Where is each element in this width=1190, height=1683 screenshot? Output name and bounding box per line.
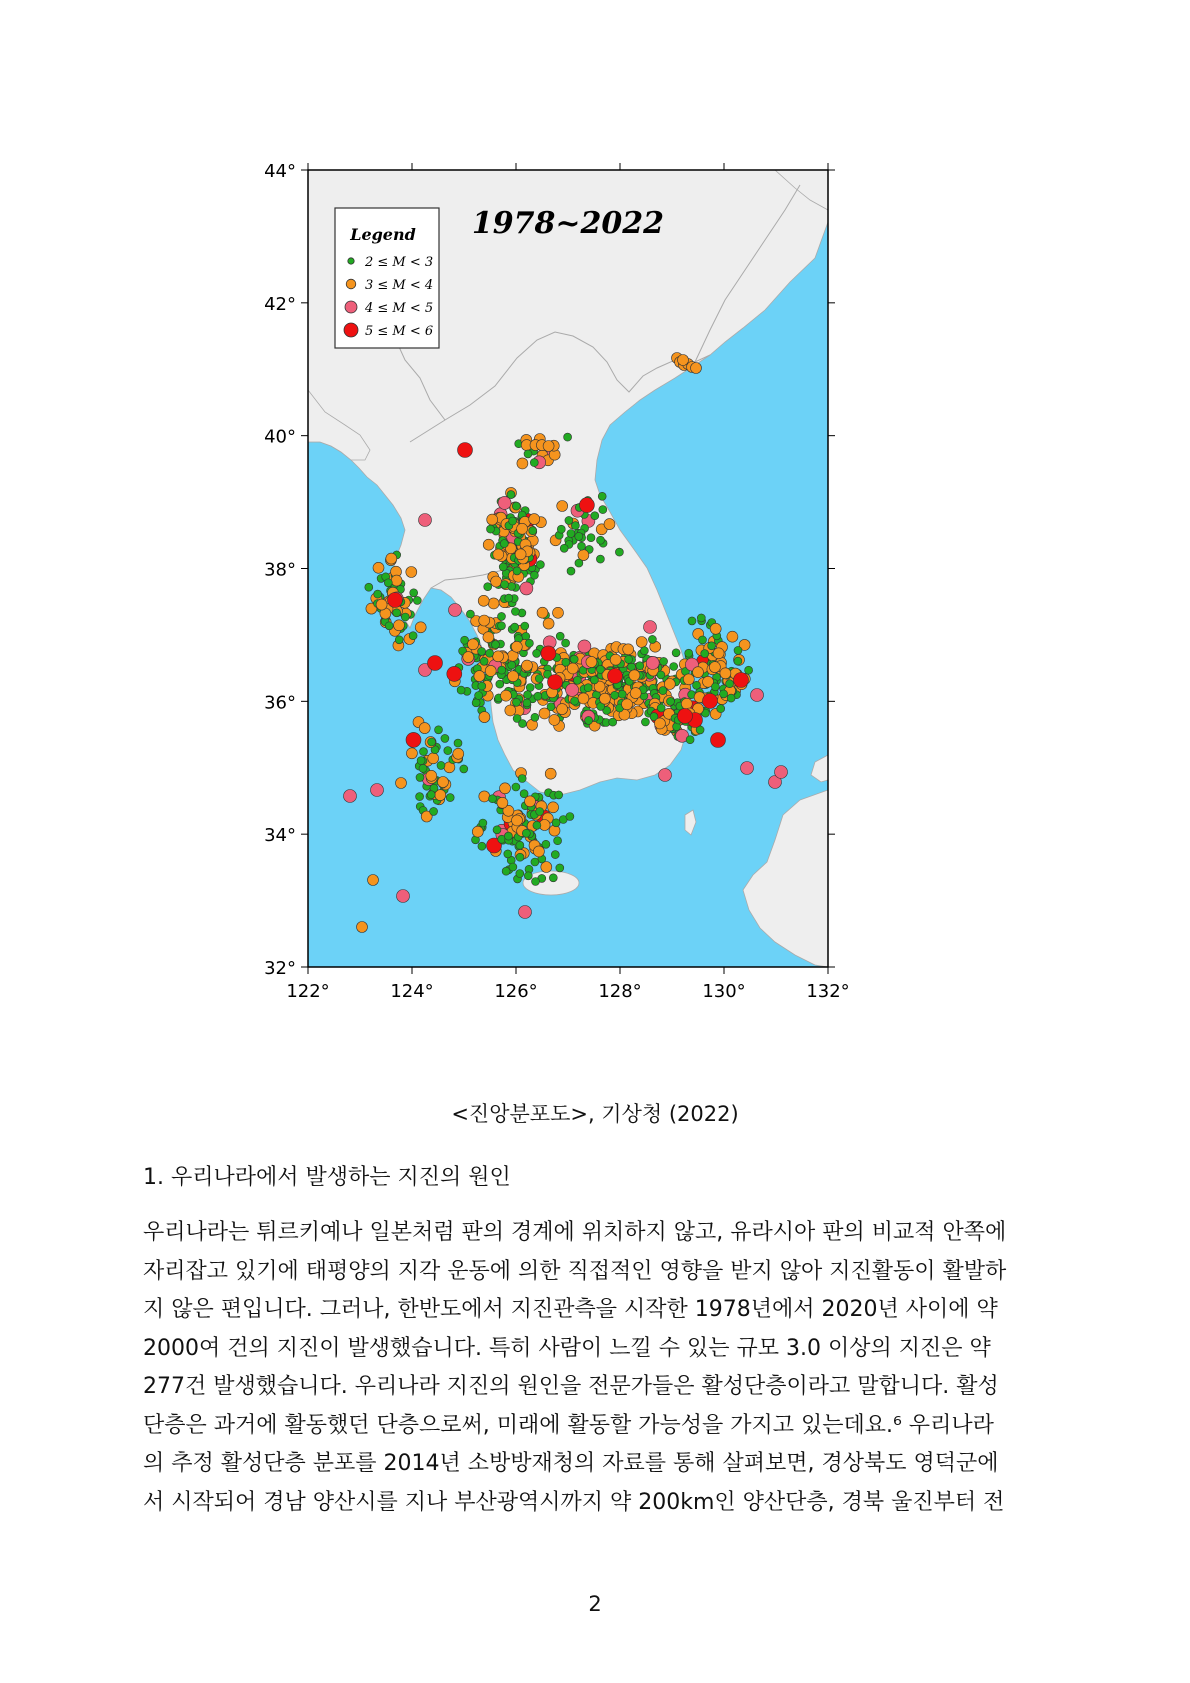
epicenter-dot — [406, 732, 421, 747]
epicenter-dot — [734, 673, 749, 688]
epicenter-dot — [489, 795, 497, 803]
earthquake-epicenter-map — [255, 150, 935, 1080]
epicenter-dot — [478, 842, 486, 850]
epicenter-dot — [727, 631, 738, 642]
epicenter-dot — [667, 697, 675, 705]
legend-marker — [345, 301, 357, 313]
epicenter-dot — [417, 757, 425, 765]
epicenter-dot — [478, 595, 489, 606]
epicenter-dot — [596, 555, 604, 563]
lat-tick-label: 34° — [264, 825, 296, 847]
epicenter-dot — [556, 632, 564, 640]
figure-caption: <진앙분포도>, 기상청 (2022) — [451, 1102, 739, 1126]
epicenter-dot — [575, 532, 583, 540]
epicenter-dot — [479, 791, 490, 802]
epicenter-dot — [501, 581, 509, 589]
epicenter-dot — [541, 646, 556, 661]
epicenter-dot — [615, 548, 623, 556]
epicenter-dot — [374, 590, 382, 598]
paragraph-line: 단층은 과거에 활동했던 단층으로써, 미래에 활동할 가능성을 가지고 있는데요.⁶ 우리나라 — [143, 1412, 994, 1438]
epicenter-dot — [646, 657, 659, 670]
epicenter-dot — [483, 539, 494, 550]
epicenter-dot — [373, 562, 384, 573]
epicenter-dot — [530, 459, 538, 467]
epicenter-dot — [498, 666, 506, 674]
epicenter-dot — [560, 544, 568, 552]
epicenter-dot — [533, 649, 541, 657]
epicenter-dot — [741, 762, 754, 775]
epicenter-dot — [525, 639, 533, 647]
epicenter-dot — [636, 662, 644, 670]
map-svg — [255, 150, 935, 1080]
epicenter-dot — [573, 676, 581, 684]
epicenter-dot — [554, 837, 562, 845]
epicenter-dot — [548, 675, 563, 690]
epicenter-dot — [497, 797, 508, 808]
epicenter-dot — [708, 642, 716, 650]
epicenter-dot — [566, 683, 579, 696]
lat-tick-label: 42° — [264, 293, 296, 315]
epicenter-dot — [517, 523, 528, 534]
epicenter-dot — [591, 512, 599, 520]
epicenter-dot — [478, 682, 486, 690]
epicenter-dot — [344, 790, 357, 803]
epicenter-dot — [458, 443, 473, 458]
lon-tick-label: 128° — [598, 981, 642, 1002]
epicenter-dot — [509, 517, 517, 525]
epicenter-dot — [420, 748, 428, 756]
epicenter-dot — [535, 675, 543, 683]
epicenter-dot — [584, 684, 592, 692]
epicenter-dot — [625, 655, 633, 663]
epicenter-dot — [657, 704, 665, 712]
paragraph-line: 우리나라는 튀르키예나 일본처럼 판의 경계에 위치하지 않고, 유라시아 판의 비교적 안쪽에 — [143, 1220, 1007, 1245]
epicenter-dot — [543, 441, 554, 452]
epicenter-dot — [578, 640, 591, 653]
epicenter-dot — [586, 656, 597, 667]
epicenter-dot — [524, 450, 532, 458]
lon-tick-label: 132° — [806, 981, 850, 1002]
epicenter-dot — [640, 647, 648, 655]
legend-marker — [344, 323, 358, 337]
epicenter-dot — [517, 458, 528, 469]
epicenter-dot — [648, 635, 656, 643]
paragraph-line: 서 시작되어 경남 양산시를 지나 부산광역시까지 약 200km인 양산단층, 경북 울진부터 전 — [143, 1489, 1005, 1515]
epicenter-dot — [428, 656, 443, 671]
epicenter-dot — [487, 514, 498, 525]
epicenter-dot — [549, 714, 560, 725]
epicenter-dot — [485, 665, 496, 676]
epicenter-dot — [536, 561, 544, 569]
page-number: 2 — [588, 1592, 602, 1616]
epicenter-dot — [444, 747, 452, 755]
epicenter-dot — [519, 720, 527, 728]
epicenter-dot — [551, 851, 559, 859]
epicenter-dot — [599, 693, 610, 704]
epicenter-dot — [446, 794, 454, 802]
epicenter-dot — [512, 815, 523, 826]
epicenter-dot — [565, 516, 573, 524]
epicenter-dot — [505, 705, 516, 716]
epicenter-dot — [548, 802, 559, 813]
epicenter-dot — [629, 670, 640, 681]
epicenter-dot — [454, 739, 462, 747]
legend-label: 5 ≤ M < 6 — [365, 324, 434, 339]
epicenter-dot — [409, 632, 417, 640]
epicenter-dot — [703, 694, 718, 709]
epicenter-dot — [578, 542, 586, 550]
epicenter-dot — [557, 704, 568, 715]
epicenter-dot — [608, 669, 623, 684]
epicenter-dot — [394, 620, 405, 631]
epicenter-dot — [522, 829, 530, 837]
epicenter-dot — [644, 621, 657, 634]
epicenter-dot — [562, 658, 570, 666]
epicenter-dot — [557, 501, 568, 512]
epicenter-dot — [435, 726, 443, 734]
epicenter-dot — [590, 676, 598, 684]
epicenter-dot — [419, 764, 427, 772]
lat-tick-label: 32° — [264, 958, 296, 979]
legend-title: Legend — [350, 225, 416, 244]
epicenter-dot — [524, 691, 532, 699]
epicenter-dot — [520, 582, 533, 595]
epicenter-dot — [534, 692, 542, 700]
epicenter-dot — [579, 498, 594, 513]
epicenter-dot — [526, 684, 534, 692]
epicenter-dot — [395, 636, 403, 644]
epicenter-dot — [610, 654, 621, 665]
paragraph-line: 자리잡고 있기에 태평양의 지각 운동에 의한 직접적인 영향을 받지 않아 지진활동이 활발하 — [143, 1258, 1007, 1284]
epicenter-dot — [585, 716, 593, 724]
epicenter-dot — [521, 622, 529, 630]
epicenter-dot — [518, 775, 526, 783]
epicenter-dot — [597, 536, 605, 544]
section-heading: 1. 우리나라에서 발생하는 지진의 원인 — [143, 1165, 511, 1190]
epicenter-dot — [711, 733, 726, 748]
epicenter-dot — [775, 766, 788, 779]
epicenter-dot — [657, 671, 665, 679]
epicenter-dot — [504, 850, 512, 858]
epicenter-dot — [555, 791, 563, 799]
epicenter-dot — [500, 540, 508, 548]
epicenter-dot — [438, 777, 449, 788]
epicenter-dot — [447, 666, 462, 681]
lat-tick-label: 38° — [264, 559, 296, 581]
epicenter-dot — [622, 699, 633, 710]
epicenter-dot — [713, 648, 724, 659]
epicenter-dot — [567, 567, 575, 575]
lon-tick-label: 126° — [494, 981, 538, 1002]
epicenter-dot — [562, 639, 570, 647]
epicenter-dot — [567, 530, 575, 538]
epicenter-dot — [726, 680, 734, 688]
epicenter-dot — [457, 686, 465, 694]
legend — [335, 208, 439, 348]
epicenter-dot — [393, 609, 401, 617]
epicenter-dot — [388, 593, 403, 608]
epicenter-dot — [406, 567, 417, 578]
epicenter-dot — [623, 644, 634, 655]
legend-marker — [346, 279, 356, 289]
epicenter-dot — [575, 559, 583, 567]
epicenter-dot — [660, 657, 668, 665]
epicenter-dot — [460, 765, 468, 773]
epicenter-dot — [391, 575, 402, 586]
epicenter-dot — [609, 718, 617, 726]
epicenter-dot — [493, 826, 501, 834]
epicenter-dot — [523, 699, 531, 707]
epicenter-dot — [587, 534, 595, 542]
epicenter-dot — [492, 641, 500, 649]
epicenter-dot — [709, 662, 720, 673]
epicenter-dot — [717, 705, 725, 713]
epicenter-dot — [430, 807, 438, 815]
epicenter-dot — [479, 712, 490, 723]
epicenter-dot — [720, 690, 728, 698]
epicenter-dot — [566, 813, 574, 821]
epicenter-dot — [659, 687, 667, 695]
epicenter-dot — [513, 567, 521, 575]
map-title: 1978~2022 — [471, 206, 665, 241]
epicenter-dot — [604, 519, 615, 530]
epicenter-dot — [474, 671, 485, 682]
epicenter-dot — [368, 875, 379, 886]
epicenter-dot — [659, 769, 672, 782]
paragraph-line: 2000여 건의 지진이 발생했습니다. 특히 사람이 느낄 수 있는 규모 3.0 이상의 지진은 약 — [143, 1335, 991, 1361]
epicenter-dot — [512, 502, 520, 510]
epicenter-dot — [681, 698, 692, 709]
epicenter-dot — [678, 355, 689, 366]
epicenter-dot — [720, 668, 731, 679]
epicenter-dot — [552, 819, 560, 827]
epicenter-dot — [428, 753, 439, 764]
epicenter-dot — [697, 614, 705, 622]
epicenter-dot — [654, 718, 665, 729]
epicenter-dot — [556, 864, 564, 872]
epicenter-dot — [501, 690, 512, 701]
epicenter-dot — [502, 867, 510, 875]
epicenter-dot — [371, 784, 384, 797]
epicenter-dot — [522, 660, 533, 671]
epicenter-dot — [511, 608, 519, 616]
epicenter-dot — [511, 641, 522, 652]
legend-label: 4 ≤ M < 5 — [365, 301, 434, 316]
epicenter-dot — [384, 579, 392, 587]
epicenter-dot — [498, 612, 506, 620]
epicenter-dot — [542, 840, 550, 848]
lat-tick-label: 44° — [264, 161, 296, 182]
epicenter-dot — [401, 613, 409, 621]
epicenter-dot — [504, 832, 512, 840]
epicenter-dot — [472, 699, 480, 707]
lon-tick-label: 124° — [390, 981, 434, 1002]
epicenter-dot — [488, 598, 499, 609]
epicenter-dot — [678, 709, 693, 724]
epicenter-dot — [688, 617, 696, 625]
epicenter-dot — [416, 793, 424, 801]
epicenter-dot — [491, 576, 502, 587]
epicenter-dot — [486, 649, 494, 657]
epicenter-dot — [727, 694, 735, 702]
epicenter-dot — [530, 571, 538, 579]
epicenter-dot — [475, 692, 483, 700]
epicenter-dot — [449, 604, 462, 617]
paragraph-line: 지 않은 편입니다. 그러나, 한반도에서 지진관측을 시작한 1978년에서 2020년 사이에 약 — [143, 1297, 998, 1322]
epicenter-dot — [357, 922, 368, 933]
epicenter-dot — [516, 841, 524, 849]
legend-marker — [348, 258, 354, 264]
epicenter-dot — [596, 665, 604, 673]
epicenter-dot — [571, 697, 579, 705]
epicenter-dot — [529, 527, 537, 535]
epicenter-dot — [508, 671, 519, 682]
epicenter-dot — [498, 622, 506, 630]
epicenter-dot — [472, 826, 483, 837]
epicenter-dot — [498, 496, 511, 509]
paragraph-line: 의 추정 활성단층 분포를 2014년 소방방재청의 자료를 통해 살펴보면, 경상북도 영덕군에 — [143, 1451, 999, 1476]
epicenter-dot — [571, 522, 579, 530]
epicenter-dot — [478, 647, 486, 655]
epicenter-dot — [598, 492, 606, 500]
epicenter-dot — [479, 615, 490, 626]
epicenter-dot — [413, 596, 421, 604]
epicenter-dot — [711, 683, 719, 691]
epicenter-dot — [533, 846, 544, 857]
epicenter-dot — [415, 622, 426, 633]
lat-tick-label: 36° — [264, 692, 296, 714]
epicenter-dot — [484, 583, 492, 591]
epicenter-dot — [463, 652, 474, 663]
epicenter-dot — [547, 703, 555, 711]
epicenter-dot — [525, 796, 536, 807]
epicenter-dot — [611, 691, 619, 699]
epicenter-dot — [533, 821, 541, 829]
epicenter-dot — [710, 623, 721, 634]
epicenter-dot — [745, 666, 753, 674]
epicenter-dot — [636, 637, 647, 648]
epicenter-dot — [670, 663, 678, 671]
epicenter-dot — [406, 748, 417, 759]
epicenter-dot — [480, 657, 488, 665]
epicenter-dot — [751, 689, 764, 702]
epicenter-dot — [564, 433, 572, 441]
epicenter-dot — [426, 770, 437, 781]
epicenter-dot — [508, 661, 516, 669]
epicenter-dot — [493, 549, 504, 560]
epicenter-dot — [512, 783, 520, 791]
epicenter-dot — [376, 599, 387, 610]
epicenter-dot — [385, 622, 393, 630]
epicenter-dot — [701, 650, 709, 658]
epicenter-dot — [516, 870, 524, 878]
epicenter-dot — [545, 768, 556, 779]
epicenter-dot — [516, 853, 524, 861]
epicenter-dot — [686, 736, 694, 744]
epicenter-dot — [691, 363, 702, 374]
epicenter-dot — [734, 646, 742, 654]
epicenter-dot — [578, 693, 589, 704]
epicenter-dot — [532, 878, 540, 886]
epicenter-dot — [428, 738, 436, 746]
epicenter-dot — [519, 906, 532, 919]
epicenter-dot — [505, 594, 513, 602]
epicenter-dot — [672, 649, 680, 657]
epicenter-dot — [483, 632, 494, 643]
legend-label: 3 ≤ M < 4 — [365, 278, 434, 293]
legend-label: 2 ≤ M < 3 — [365, 255, 434, 270]
lat-tick-label: 40° — [264, 426, 296, 448]
epicenter-dot — [441, 734, 449, 742]
epicenter-dot — [511, 623, 519, 631]
body-paragraph — [143, 1214, 1063, 1522]
epicenter-dot — [693, 667, 704, 678]
epicenter-dot — [427, 791, 435, 799]
epicenter-dot — [599, 506, 607, 514]
epicenter-dot — [419, 514, 432, 527]
epicenter-dot — [386, 553, 397, 564]
epicenter-dot — [487, 525, 495, 533]
epicenter-dot — [531, 713, 539, 721]
epicenter-dot — [537, 607, 548, 618]
epicenter-dot — [468, 639, 479, 650]
lon-tick-label: 122° — [286, 981, 330, 1002]
epicenter-dot — [570, 655, 578, 663]
epicenter-dot — [493, 651, 504, 662]
epicenter-dot — [515, 549, 526, 560]
epicenter-dot — [437, 761, 445, 769]
epicenter-dot — [365, 583, 373, 591]
epicenter-dot — [553, 607, 564, 618]
epicenter-dot — [543, 618, 554, 629]
epicenter-dot — [410, 589, 418, 597]
epicenter-dot — [397, 890, 410, 903]
epicenter-dot — [531, 858, 539, 866]
epicenter-dot — [693, 681, 701, 689]
epicenter-dot — [396, 778, 407, 789]
epicenter-dot — [557, 525, 565, 533]
epicenter-dot — [630, 688, 641, 699]
epicenter-dot — [512, 698, 520, 706]
epicenter-dot — [685, 649, 693, 657]
paragraph-line: 277건 발생했습니다. 우리나라 지진의 원인을 전문가들은 활성단층이라고 말합니다. 활성 — [143, 1374, 999, 1399]
lon-tick-label: 130° — [702, 981, 746, 1002]
epicenter-dot — [529, 514, 540, 525]
epicenter-dot — [618, 690, 626, 698]
epicenter-dot — [453, 748, 464, 759]
epicenter-dot — [641, 718, 649, 726]
epicenter-dot — [499, 563, 507, 571]
epicenter-dot — [419, 723, 430, 734]
epicenter-dot — [734, 657, 742, 665]
epicenter-dot — [466, 610, 474, 618]
epicenter-dot — [699, 636, 707, 644]
epicenter-dot — [536, 808, 544, 816]
epicenter-dot — [479, 819, 487, 827]
epicenter-dot — [549, 874, 557, 882]
epicenter-dot — [500, 783, 511, 794]
epicenter-dot — [524, 872, 532, 880]
epicenter-dot — [416, 773, 424, 781]
